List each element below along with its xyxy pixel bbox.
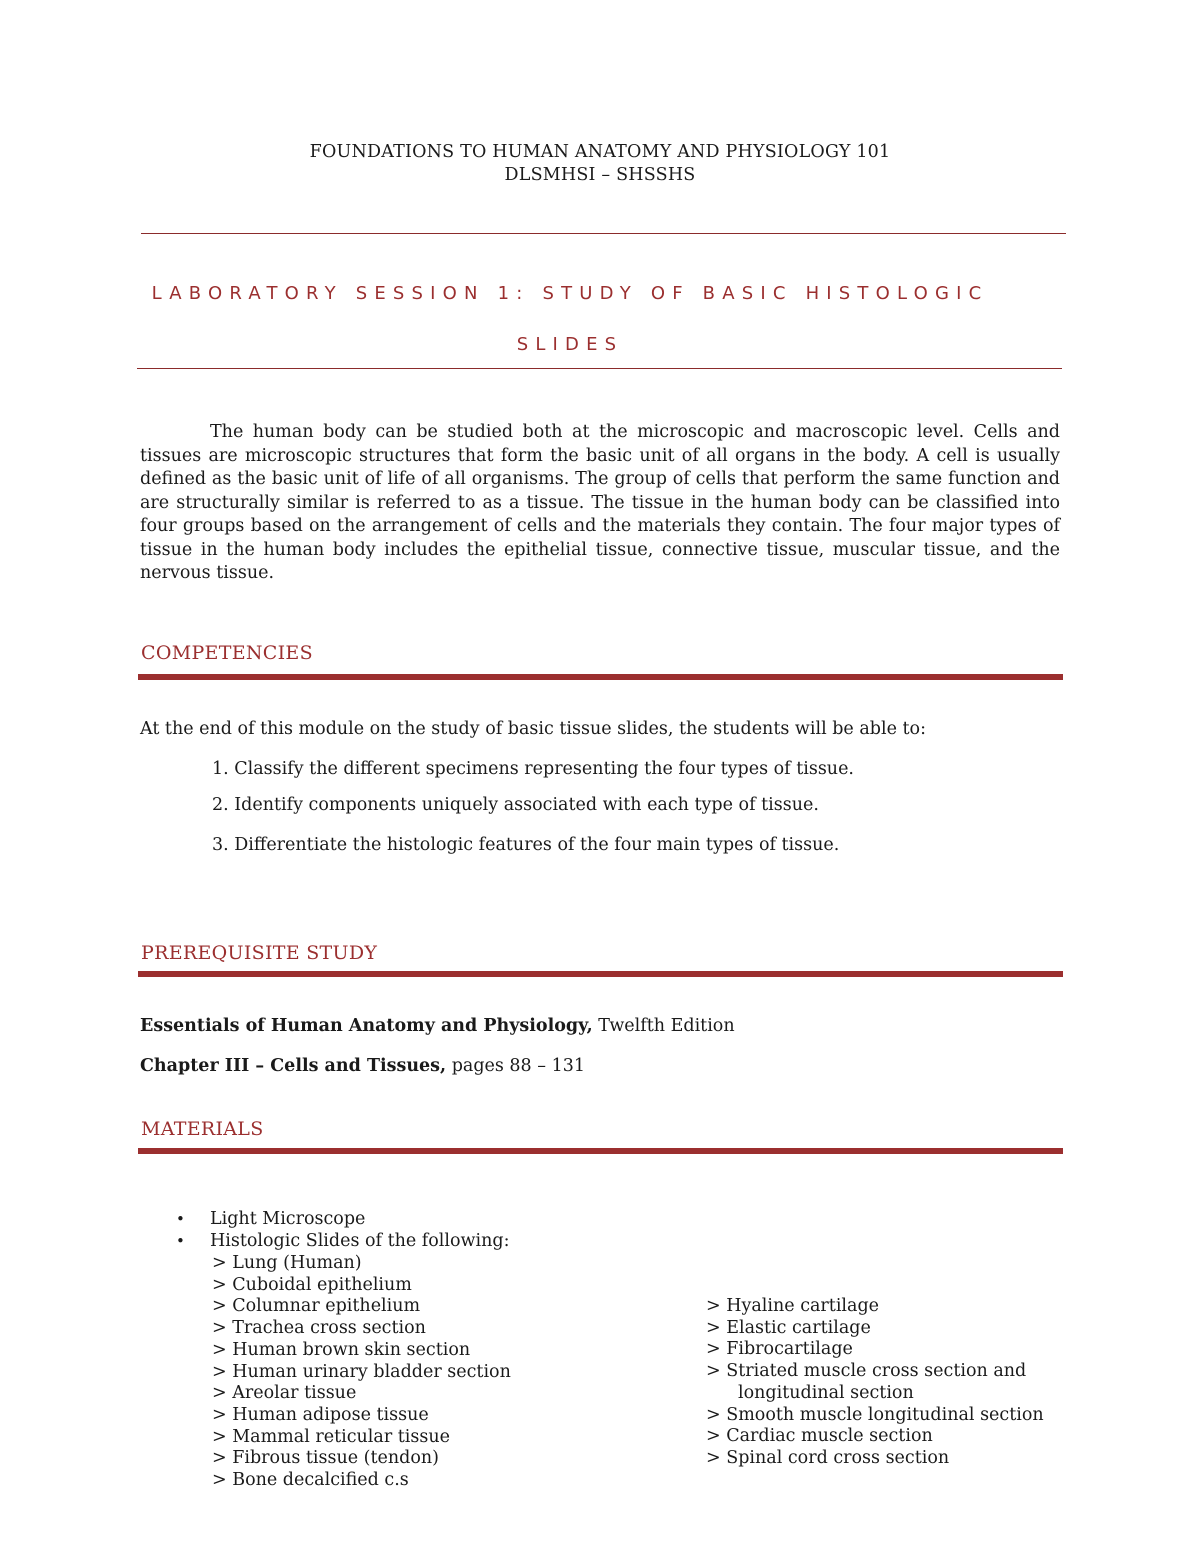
competency-item: 3. Differentiate the histologic features of the four main types of tissue.: [212, 835, 840, 855]
competencies-heading: COMPETENCIES: [141, 642, 313, 664]
slide-item: > Lung (Human): [212, 1253, 362, 1273]
competency-item: 2. Identify components uniquely associated with each type of tissue.: [212, 795, 819, 815]
chapter-title: Chapter III – Cells and Tissues,: [140, 1056, 447, 1076]
bullet-icon: •: [176, 1232, 185, 1250]
institution-name: DLSMHSI – SHSSHS: [504, 165, 696, 185]
prerequisite-book: [140, 1016, 735, 1036]
chapter-pages: pages 88 – 131: [446, 1056, 585, 1076]
intro-paragraph: The human body can be studied both at the microscopic and macroscopic level. Cells and tissues are microscopic structures that form the basic unit of all organs in the body. A cell is usually defined as the basic unit of life of all organisms. The group of cells that perform the same function and are structurally similar is referred to as a tissue. The tissue in the human body can be classified into four groups based on the arrangement of cells and the materials they contain. The four major types of tissue in the human body includes the epithelial tissue, connective tissue, muscular tissue, and the nervous tissue.: [140, 422, 1060, 583]
lab-title-line-1: LABORATORY SESSION 1: STUDY OF BASIC HISTOLOGIC: [151, 283, 989, 304]
competency-item: 1. Classify the different specimens representing the four types of tissue.: [212, 759, 854, 779]
materials-bullet-item: [176, 1209, 365, 1229]
slide-item: > Human urinary bladder section: [212, 1361, 511, 1382]
prerequisite-chapter: [140, 1056, 585, 1076]
slide-item: > Bone decalcified c.s: [212, 1470, 409, 1491]
book-edition: Twelfth Edition: [592, 1016, 735, 1036]
book-title: Essentials of Human Anatomy and Physiology,: [140, 1016, 593, 1036]
lab-title-line-2: SLIDES: [516, 334, 624, 355]
slide-item: > Trachea cross section: [212, 1318, 426, 1339]
competencies-intro: At the end of this module on the study of basic tissue slides, the students will be able to:: [140, 719, 926, 739]
prerequisite-divider: [138, 971, 1063, 977]
prerequisite-heading: PREREQUISITE STUDY: [141, 942, 378, 964]
slides-list-left: [212, 1253, 511, 1492]
slide-item: > Fibrous tissue (tendon): [212, 1448, 439, 1469]
lab-session-title: [140, 268, 1000, 370]
materials-divider: [138, 1148, 1063, 1154]
header-divider: [141, 233, 1066, 234]
slide-item: > Mammal reticular tissue: [212, 1426, 450, 1447]
slide-item: > Areolar tissue: [212, 1383, 357, 1404]
competencies-divider: [138, 674, 1063, 680]
slide-item: > Smooth muscle longitudinal section: [706, 1404, 1044, 1425]
bullet-icon: •: [176, 1210, 185, 1228]
slide-item: > Cuboidal epithelium: [212, 1274, 412, 1295]
materials-bullet-item: [176, 1231, 509, 1251]
slide-item: > Spinal cord cross section: [706, 1447, 950, 1468]
slide-item: > Hyaline cartilage: [706, 1296, 880, 1316]
materials-heading: MATERIALS: [141, 1118, 264, 1140]
slide-item: > Elastic cartilage: [706, 1317, 871, 1338]
slide-item: > Human adipose tissue: [212, 1404, 429, 1425]
bullet-label: Histologic Slides of the following:: [210, 1231, 510, 1251]
slide-item: > Columnar epithelium: [212, 1296, 421, 1317]
course-title: FOUNDATIONS TO HUMAN ANATOMY AND PHYSIOLOGY 101: [309, 142, 891, 162]
slide-item: > Human brown skin section: [212, 1339, 471, 1360]
slide-item: > Striated muscle cross section and: [706, 1361, 1027, 1382]
title-divider: [137, 368, 1062, 369]
bullet-label: Light Microscope: [210, 1209, 366, 1229]
slide-item-continuation: longitudinal section: [738, 1382, 914, 1403]
slide-item: > Fibrocartilage: [706, 1339, 853, 1360]
slide-item: > Cardiac muscle section: [706, 1426, 933, 1447]
slides-list-right: [706, 1296, 1044, 1470]
